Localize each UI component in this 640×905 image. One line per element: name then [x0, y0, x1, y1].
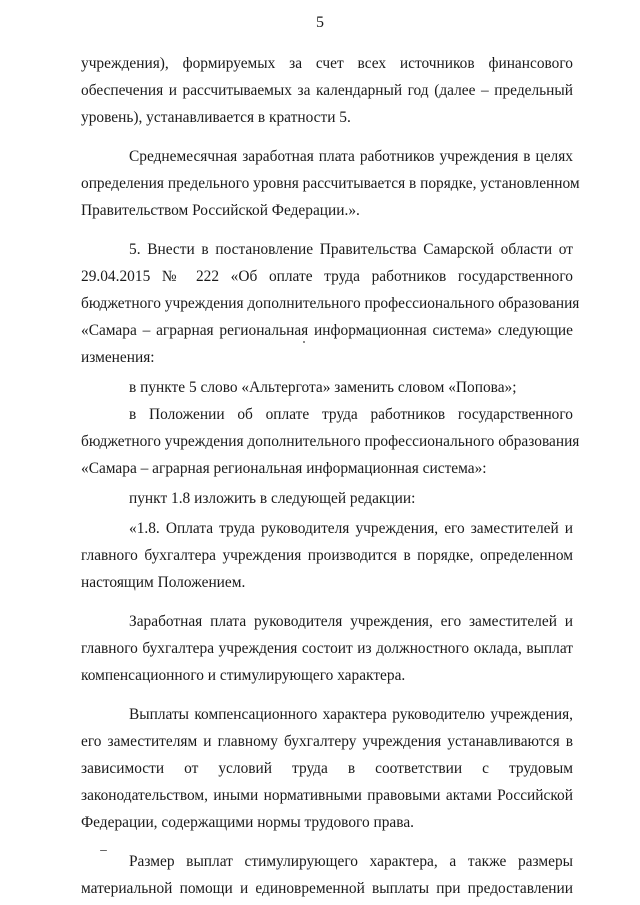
paragraph	[81, 848, 573, 902]
text-line: главного бухгалтера учреждения состоит из должностного оклада, выплат	[81, 640, 573, 657]
paragraph	[81, 515, 573, 596]
text-line: учреждения), формируемых за счет всех источников финансового	[81, 55, 573, 72]
paragraph	[81, 236, 580, 371]
text-line: «Самара – аграрная региональная информационная система»:	[81, 460, 487, 477]
page-number: 5	[316, 14, 324, 31]
paragraph	[81, 401, 580, 482]
text-line: материальной помощи и единовременной выплаты при предоставлении	[81, 880, 573, 897]
text-line: уровень), устанавливается в кратности 5.	[81, 109, 351, 126]
text-line: Среднемесячная заработная плата работников учреждения в целях	[129, 148, 573, 165]
text-line: настоящим Положением.	[81, 574, 246, 591]
text-line: зависимости от условий труда в соответствии с трудовым	[81, 760, 573, 777]
text-line: компенсационного и стимулирующего характера.	[81, 667, 406, 684]
text-line: бюджетного учреждения дополнительного профессионального образования	[81, 433, 580, 450]
scan-speck	[100, 850, 107, 851]
paragraph	[81, 143, 580, 224]
text-line: Правительством Российской Федерации.».	[81, 202, 360, 219]
paragraph-continuation	[81, 50, 573, 131]
text-line: 5. Внести в постановление Правительства Самарской области от	[129, 241, 573, 258]
text-line: законодательством, иными нормативными правовыми актами Российской	[81, 787, 573, 804]
text-line: пункт 1.8 изложить в следующей редакции:	[129, 490, 416, 507]
text-line: изменения:	[81, 349, 155, 366]
text-line: обеспечения и рассчитываемых за календарный год (далее – предельный	[81, 82, 573, 99]
text-line: Выплаты компенсационного характера руководителю учреждения,	[129, 706, 573, 723]
document-body	[81, 50, 580, 902]
text-line: Заработная плата руководителя учреждения, его заместителей и	[129, 613, 573, 630]
text-line: в Положении об оплате труда работников государственного	[129, 406, 573, 423]
text-line: «Самара – аграрная региональная информационная система» следующие	[81, 322, 573, 339]
text-line: в пункте 5 слово «Альтергота» заменить словом «Попова»;	[129, 379, 517, 396]
paragraph	[81, 485, 573, 512]
text-line: бюджетного учреждения дополнительного профессионального образования	[81, 295, 580, 312]
paragraph	[81, 701, 573, 836]
paragraph	[81, 608, 573, 689]
text-line: Размер выплат стимулирующего характера, а также размеры	[129, 853, 573, 870]
text-line: Федерации, содержащими нормы трудового права.	[81, 814, 415, 831]
text-line: его заместителям и главному бухгалтеру учреждения устанавливаются в	[81, 733, 573, 750]
scan-speck	[303, 341, 305, 343]
paragraph	[81, 374, 573, 401]
text-line: 29.04.2015 № 222 «Об оплате труда работников государственного	[81, 268, 573, 285]
text-line: «1.8. Оплата труда руководителя учреждения, его заместителей и	[129, 520, 573, 537]
text-line: определения предельного уровня рассчитывается в порядке, установленном	[81, 175, 580, 192]
text-line: главного бухгалтера учреждения производится в порядке, определенном	[81, 547, 573, 564]
